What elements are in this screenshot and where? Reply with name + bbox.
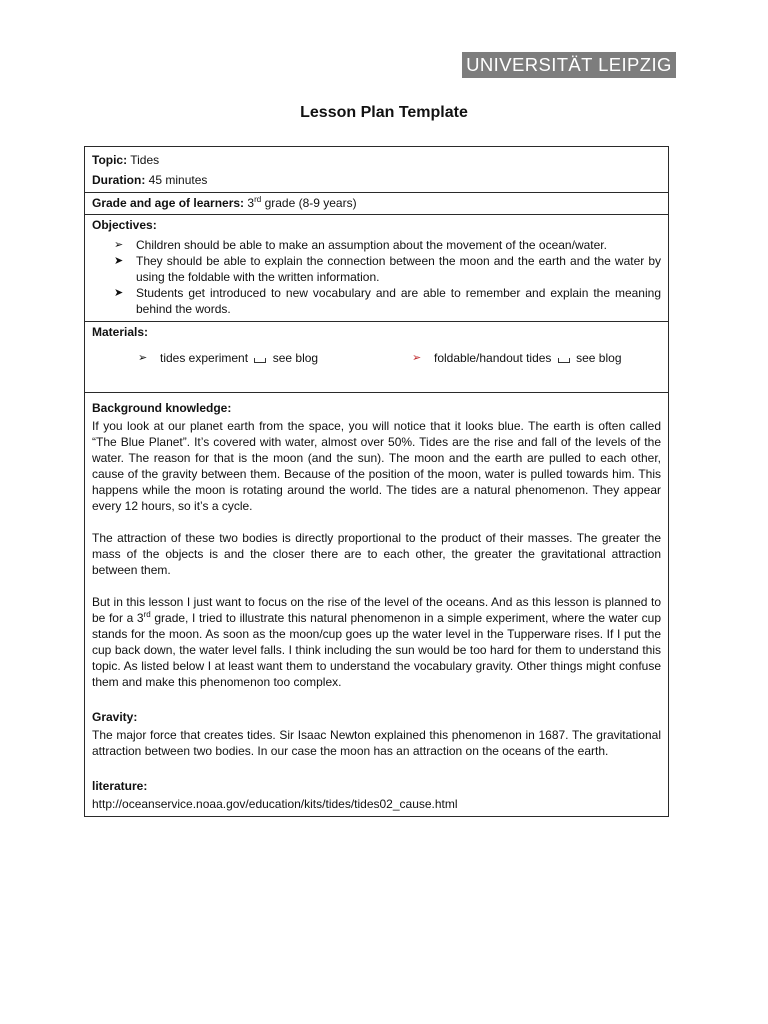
grade-rest: grade (8-9 years) bbox=[264, 196, 357, 210]
spacer bbox=[92, 759, 661, 775]
para3-sup: rd bbox=[143, 610, 151, 619]
arrow-bullet-icon: ➢ bbox=[138, 352, 148, 364]
objectives-row bbox=[85, 214, 668, 321]
topic-label: Topic: bbox=[92, 153, 128, 167]
duration-line bbox=[92, 170, 661, 190]
arrow-bullet-icon: ➢ bbox=[114, 239, 124, 251]
materials-label: Materials: bbox=[92, 325, 149, 339]
background-paragraph-1: If you look at our planet earth from the space, you will notice that it looks blue. The earth is often called “The Blue Planet”. It’s covered with water, almost over 50%. Tides are the rise and fall of the levels of the water. The reason for that is the moon (and the sun). The moon and the earth are pulled to each other, cause of the gravity between them. Because of the position of the moon, water is pulled towards him. This happens while the moon is rotating around the world. The tides are a natural phenomenon. They appear every 12 hours, so it’s a cycle. bbox=[92, 419, 661, 513]
materials-row bbox=[85, 321, 668, 392]
grade-number: 3 bbox=[247, 196, 255, 210]
material-name: foldable/handout tides bbox=[434, 351, 552, 365]
objective-item bbox=[114, 285, 661, 317]
background-paragraph-3 bbox=[92, 594, 661, 690]
material-link[interactable]: see blog bbox=[576, 351, 622, 365]
material-name: tides experiment bbox=[160, 351, 249, 365]
literature-url[interactable]: http://oceanservice.noaa.gov/education/kits/tides/tides02_cause.html bbox=[92, 797, 458, 811]
gravity-label: Gravity: bbox=[92, 710, 138, 724]
background-row bbox=[85, 392, 668, 816]
materials-list bbox=[92, 350, 661, 390]
spacer bbox=[92, 578, 661, 594]
grade-suffix: rd bbox=[254, 195, 262, 204]
grade-row bbox=[85, 192, 668, 214]
objective-item bbox=[114, 253, 661, 285]
para3-before: But in this lesson I just want to focus on the rise of the level of the oceans. And as this lesson is planned to be for a 3 bbox=[92, 595, 661, 625]
topic-value: Tides bbox=[130, 153, 160, 167]
duration-label: Duration: bbox=[92, 173, 146, 187]
duration-value: 45 minutes bbox=[148, 173, 208, 187]
objectives-label: Objectives: bbox=[92, 218, 157, 232]
objective-text: They should be able to explain the connection between the moon and the earth and the water by using the foldable with the written information. bbox=[136, 254, 661, 284]
background-label: Background knowledge: bbox=[92, 401, 232, 415]
grade-label: Grade and age of learners: bbox=[92, 196, 245, 210]
arrow-bullet-icon: ➤ bbox=[114, 287, 124, 299]
material-link[interactable]: see blog bbox=[272, 351, 319, 365]
spacer bbox=[92, 690, 661, 706]
link-icon bbox=[558, 358, 570, 363]
objective-text: Children should be able to make an assumption about the movement of the ocean/water. bbox=[136, 238, 607, 252]
objective-item bbox=[114, 237, 661, 253]
arrow-bullet-icon: ➤ bbox=[114, 255, 124, 267]
arrow-bullet-icon: ➢ bbox=[412, 352, 422, 364]
objective-text: Students get introduced to new vocabulary and are able to remember and explain the meaning behind the words. bbox=[136, 286, 661, 316]
university-logo: UNIVERSITÄT LEIPZIG bbox=[462, 52, 676, 78]
material-item bbox=[138, 350, 412, 390]
literature-label: literature: bbox=[92, 779, 148, 793]
lesson-plan-table bbox=[84, 146, 669, 817]
background-paragraph-2: The attraction of these two bodies is directly proportional to the product of their masses. The greater the mass of the objects is and the closer there are to each other, the greater the gravitational attraction between them. bbox=[92, 531, 661, 577]
objectives-list bbox=[92, 237, 661, 317]
para3-after: grade, I tried to illustrate this natural phenomenon in a simple experiment, where the water cup stands for the moon. As soon as the moon/cup goes up the water level in the Tupperware rises. If I put the cup back down, the water level falls. I think including the sun would be too hard for them to understand this topic. As listed below I at least want them to understand the vocabulary gravity. Other things might confuse them and make this phenomenon too complex. bbox=[92, 611, 662, 689]
spacer bbox=[92, 514, 661, 530]
link-icon bbox=[254, 358, 266, 363]
material-item bbox=[412, 350, 622, 390]
topic-duration-row bbox=[85, 147, 668, 192]
page-title: Lesson Plan Template bbox=[300, 104, 468, 121]
topic-line bbox=[92, 150, 661, 170]
gravity-text: The major force that creates tides. Sir Isaac Newton explained this phenomenon in 1687. The gravitational attraction between two bodies. In our case the moon has an attraction on the oceans of the earth. bbox=[92, 728, 661, 758]
